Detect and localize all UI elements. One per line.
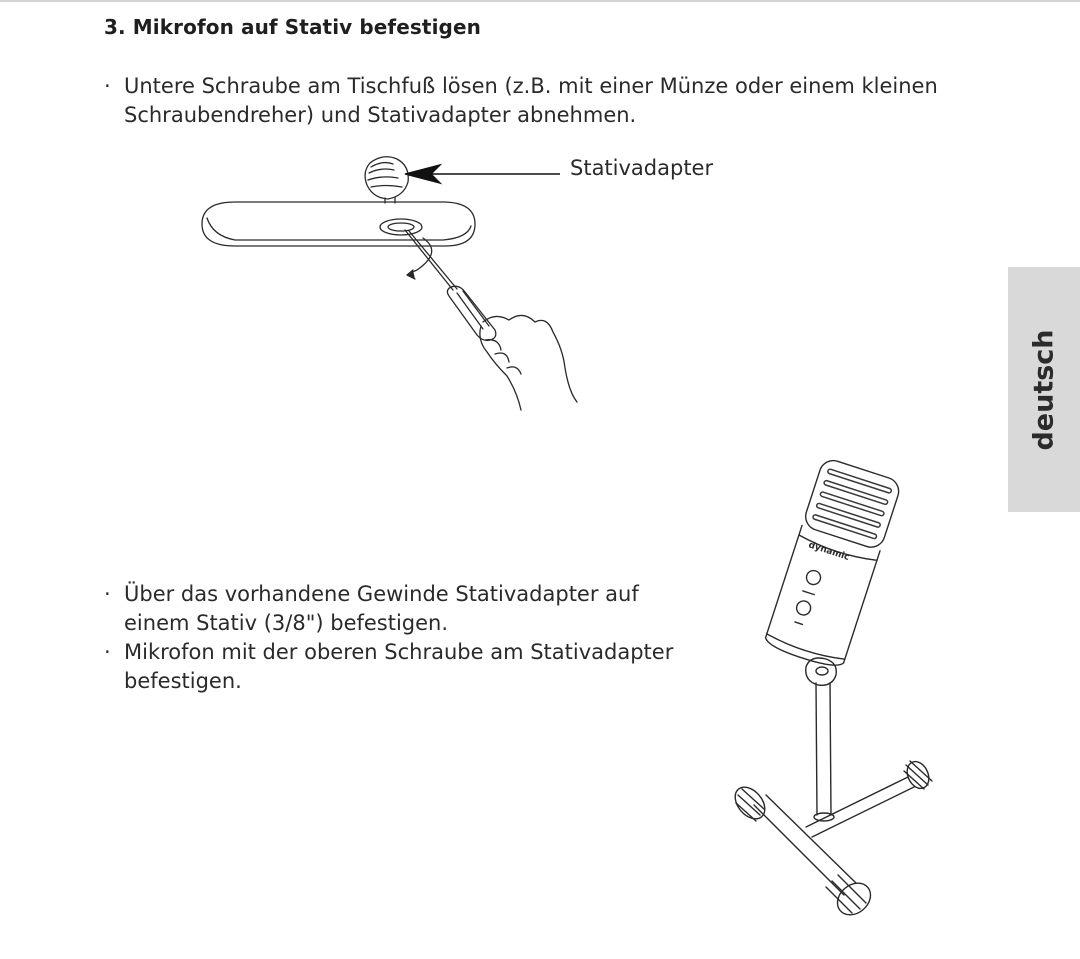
tripod-post [816,683,831,815]
figure-mic-on-tripod [720,455,950,935]
step-3-line-1: Mikrofon mit der oberen Schraube am Stativadapter [124,640,674,664]
tripod-foot-left [729,781,771,824]
tripod-adapter [806,658,837,685]
hand [483,315,577,402]
language-tab-label: deutsch [1028,328,1060,451]
step-1-line-1: Untere Schraube am Tischfuß lösen (z.B. mit einer Münze oder einem kleinen [124,74,938,98]
step-1-text [124,72,938,130]
step-3-text [124,638,673,696]
tripod-foot-front [826,875,877,921]
microphone [763,457,902,671]
step-3-line-2: befestigen. [124,669,242,693]
tripod-bar-right [806,777,914,837]
step-2-text [124,580,639,638]
tripod-foot-right [903,758,933,792]
callout-stativadapter: Stativadapter [570,156,714,180]
language-tab [1008,267,1080,512]
screw-hole [380,219,422,235]
bullet-dot: · [104,640,111,664]
mic-brand-print: dynamic [807,540,851,564]
top-rule [0,0,1080,2]
step-1-line-2: Schraubendreher) und Stativadapter abnehmen. [124,103,637,127]
stativadapter-knob [365,157,408,203]
step-2-line-2: einem Stativ (3/8") befestigen. [124,611,449,635]
screwdriver [405,230,453,290]
figure-desk-base [195,140,585,420]
bullet-dot: · [104,582,111,606]
bullet-dot: · [104,74,111,98]
step-2-line-1: Über das vorhandene Gewinde Stativadapter auf [124,582,639,606]
section-heading: 3. Mikrofon auf Stativ befestigen [104,15,481,39]
